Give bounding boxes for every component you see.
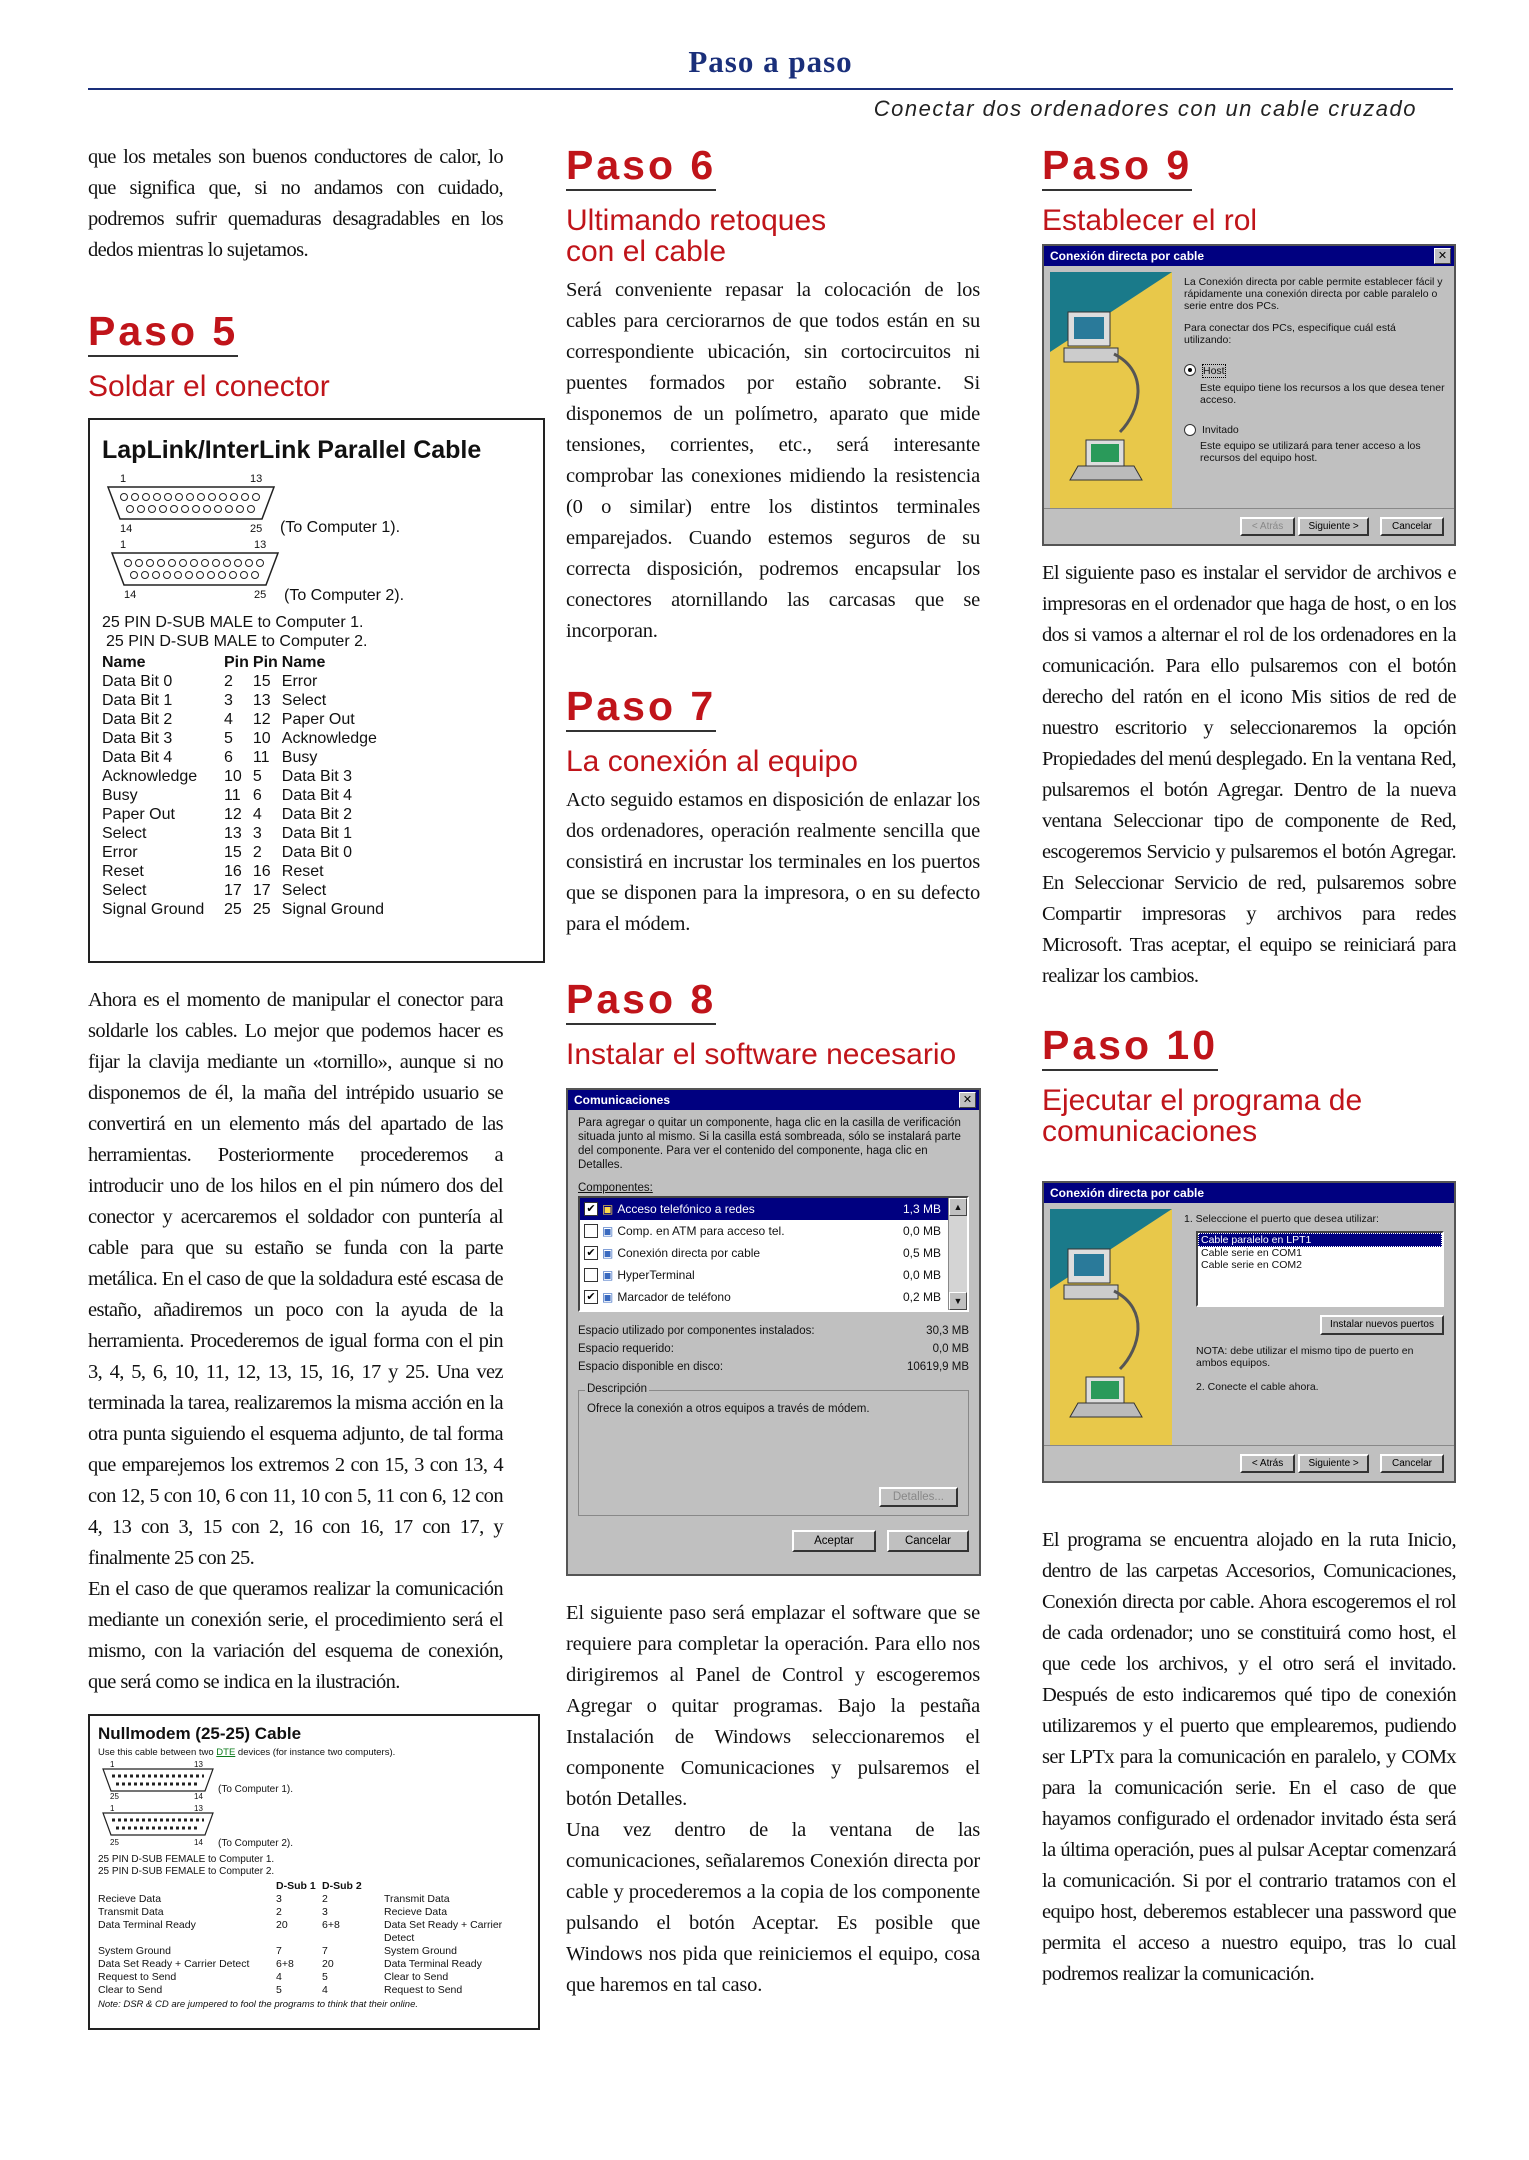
pin-cell: Reset	[102, 863, 144, 880]
scrollbar[interactable]	[948, 1198, 967, 1310]
host-label[interactable]: Host	[1203, 365, 1225, 377]
pin-cell: 2	[252, 844, 262, 861]
next-button[interactable]: Siguiente >	[1298, 1454, 1368, 1473]
pin-cell: Transmit Data	[98, 1906, 164, 1918]
paso6-subtitle: Ultimando retoques con el cable	[566, 204, 827, 268]
pin-cell: Data Set Ready + Carrier Detect	[98, 1958, 250, 1970]
space-used-value: 30,3 MB	[926, 1325, 969, 1337]
pin-cell: Reset	[281, 863, 324, 880]
pin-cell: 7	[276, 1945, 282, 1957]
pin-cell: Busy	[102, 787, 138, 804]
female-note-1: 25 PIN D-SUB FEMALE to Computer 1.	[98, 1854, 275, 1865]
checkbox[interactable]: ✔	[584, 1290, 598, 1304]
pin-cell: Clear to Send	[98, 1984, 163, 1996]
pin-cell: Clear to Send	[384, 1971, 449, 1983]
pin-cell: 17	[224, 882, 242, 899]
pin-cell: Data Terminal Ready	[384, 1958, 482, 1970]
paso8-paragraph-1: El siguiente paso será emplazar el software que se requiere para completar la operación. Para ello nos dirigiremos al Panel de Control y escogeremos Agregar o quitar programas. Bajo la pestaña Instalación de Windows seleccionaremos el componente Comunicaciones y pulsaremos el botón Detalles.	[566, 1602, 980, 1810]
paso9-subtitle: Establecer el rol	[1042, 204, 1258, 237]
pin-cell: Acknowledge	[102, 768, 198, 785]
space-free-label: Espacio disponible en disco:	[578, 1361, 724, 1373]
component-items	[580, 1198, 967, 1308]
details-button[interactable]: Detalles...	[879, 1487, 958, 1507]
component-icon: ▣	[602, 1290, 614, 1304]
pin-label-14: 14	[194, 1792, 203, 1801]
paso5-paragraph-2: En el caso de que queramos realizar la comunicación mediante un conexión serie, el procedimiento será el mismo, con la variación del esquema de conexión, que será como se indica en la ilustración.	[88, 1578, 503, 1693]
paso8-title: Paso 8	[566, 976, 716, 1025]
components-label: Componentes:	[578, 1182, 653, 1194]
component-item[interactable]	[580, 1198, 967, 1220]
pin-cell: 12	[224, 806, 242, 823]
pin-row	[102, 900, 388, 919]
pin-cell: 16	[252, 863, 271, 880]
guest-description: Este equipo se utilizará para tener acceso a los recursos del equipo host.	[1200, 440, 1421, 464]
checkbox[interactable]	[584, 1224, 598, 1238]
pin-cell: Paper Out	[102, 806, 175, 823]
laplink-diagram	[88, 418, 545, 963]
col-header: Name	[281, 654, 326, 671]
pin-cell: Data Bit 4	[281, 787, 353, 804]
role-question: Para conectar dos PCs, especifique cuál está utilizando:	[1184, 322, 1396, 346]
header-rule	[88, 88, 1453, 90]
nullmodem-note	[98, 1747, 530, 1758]
page-header	[88, 44, 1453, 122]
host-description: Este equipo tiene los recursos a los que desea tener acceso.	[1200, 382, 1445, 406]
to-computer-1: (To Computer 1).	[280, 519, 401, 536]
port-note: NOTA: debe utilizar el mismo tipo de puerto en ambos equipos.	[1196, 1345, 1414, 1369]
null-connector-drawings	[98, 1758, 530, 1854]
paso8-subtitle: Instalar el software necesario	[566, 1038, 957, 1071]
pin-cell: 15	[252, 673, 271, 690]
nullmodem-diagram	[88, 1714, 540, 2030]
pin-cell: 5	[252, 768, 262, 785]
two-computers-illustration	[1050, 272, 1172, 508]
pin-cell: 16	[224, 863, 242, 880]
dialog-titlebar	[568, 1090, 979, 1110]
pin-cell: Transmit Data	[384, 1893, 450, 1905]
pin-cell: 13	[224, 825, 242, 842]
pin-cell: 4	[322, 1984, 328, 1996]
pin-cell: Data Terminal Ready	[98, 1919, 196, 1931]
pin-row	[102, 843, 388, 862]
paso5-subtitle: Soldar el conector	[88, 370, 330, 403]
pin-cell: Select	[102, 882, 147, 899]
install-ports-button[interactable]: Instalar nuevos puertos	[1320, 1315, 1444, 1335]
component-icon: ▣	[602, 1224, 614, 1238]
pin-row	[102, 691, 388, 710]
pin-cell: 7	[322, 1945, 328, 1957]
col-header: Pin	[224, 654, 249, 671]
pin-cell: Recieve Data	[384, 1906, 448, 1918]
db25-female-2	[102, 1812, 214, 1836]
paso6-paragraph: Será conveniente repasar la colocación de los cables para cerciorarnos de que todos están en su correspondiente ubicación, sin cortocircuitos ni puentes formados por estaño sobrante. Si disponemos de un polímetro, aparato que mide tensiones, corrientes, etc., será interesante comprobar las conexiones midiendo la resistencia (0 o similar) entre los distintos terminales emparejados. Cuando estemos seguros de su correcta disposición, podremos encapsular los conectores atornillando las carcasas que se incorporan.	[566, 279, 980, 642]
paso10-paragraph: El programa se encuentra alojado en la ruta Inicio, dentro de las carpetas Accesorios, Comunicaciones, Conexión directa por cable. Ahora escogeremos el rol de cada ordenador; uno se constituirá como host, el que cede los archivos, y el otro será el invitado. Después de esto indicaremos qué tipo de conexión utilizaremos y el puerto que emplearemos, pudiendo ser LPTx para la comunicación en paralelo, y COMx para la comunicación serie. En el caso de que hayamos configurado el ordenador invitado ésta será la última operación, pues al pulsar Aceptar comenzará la comunicación. Si por el contrario tratamos con el equipo host, deberemos establecer una password que permita el acceso a nuestro equipo, tras lo cual podremos realizar la comunicación.	[1042, 1529, 1456, 1985]
step2-label: 2. Conecte el cable ahora.	[1196, 1381, 1319, 1393]
pin-cell: 2	[276, 1906, 282, 1918]
component-icon: ▣	[602, 1202, 614, 1216]
paso9-paragraph: El siguiente paso es instalar el servidor de archivos e impresoras en el ordenador que haga de host, o en los dos si vamos a alternar el rol de los ordenadores en la comunicación. Para ello pulsaremos con el botón derecho del ratón en el icono Mis sitios de red de nuestro escritorio y seleccionaremos la opción Propiedades del menú desplegado. En la ventana Red, pulsaremos el botón Agregar. Dentro de la nueva ventana Seleccionar tipo de componente de Red, escogeremos Servicio y pulsaremos el botón Agregar. En Seleccionar Servicio de red, pulsaremos sobre Compartir impresoras y archivos para redes Microsoft. Tras aceptar, el equipo se reiniciará para realizar los cambios.	[1042, 562, 1456, 987]
component-item[interactable]	[580, 1220, 967, 1242]
pin-label-14: 14	[194, 1838, 203, 1847]
scroll-up-icon[interactable]: ▲	[949, 1198, 967, 1216]
pin-cell: Signal Ground	[102, 901, 205, 918]
cancel-button[interactable]: Cancelar	[1380, 1454, 1444, 1473]
pin-cell: 2	[224, 673, 233, 690]
pin-cell: 4	[276, 1971, 282, 1983]
paso6-title: Paso 6	[566, 142, 716, 191]
nullmodem-rows	[98, 1893, 530, 1997]
component-item[interactable]	[580, 1242, 967, 1264]
space-info	[578, 1322, 969, 1376]
paso9-title: Paso 9	[1042, 142, 1192, 191]
back-button[interactable]: < Atrás	[1240, 517, 1295, 536]
db25-female-1	[102, 1768, 214, 1792]
pin-row	[102, 805, 388, 824]
close-icon[interactable]: ✕	[959, 1092, 976, 1108]
component-item[interactable]	[580, 1264, 967, 1286]
pin-cell: Data Bit 2	[102, 711, 173, 728]
pin-row	[102, 862, 388, 881]
component-icon: ▣	[602, 1268, 614, 1282]
component-item[interactable]	[580, 1286, 967, 1308]
pin-cell: 5	[224, 730, 233, 747]
pin-cell: Data Bit 0	[281, 844, 353, 861]
port-option-com1[interactable]: Cable serie en COM1	[1201, 1247, 1302, 1259]
dialog-title: Comunicaciones	[574, 1093, 671, 1107]
pin-row	[102, 710, 388, 729]
pin-label-25: 25	[110, 1838, 119, 1847]
pin-row	[98, 1906, 530, 1919]
pin-cell: Select	[102, 825, 147, 842]
pin-cell: 3	[252, 825, 262, 842]
description-label: Descripción	[587, 1383, 648, 1395]
nullmodem-title: Nullmodem (25-25) Cable	[98, 1724, 302, 1743]
port-option-lpt1[interactable]: Cable paralelo en LPT1	[1198, 1233, 1442, 1247]
col-header: D-Sub 1	[276, 1880, 316, 1892]
pin-cell: Data Bit 2	[281, 806, 353, 823]
laplink-title: LapLink/InterLink Parallel Cable	[102, 436, 482, 464]
laplink-pin-table	[102, 653, 388, 919]
back-button[interactable]: < Atrás	[1240, 1454, 1295, 1473]
pin-cell: 11	[252, 749, 270, 766]
col-header: Name	[102, 654, 146, 671]
component-icon: ▣	[602, 1246, 614, 1260]
col-header: D-Sub 2	[322, 1880, 362, 1892]
pin-label-25: 25	[254, 589, 267, 601]
paso7-title: Paso 7	[566, 683, 716, 732]
pin-cell: Request to Send	[98, 1971, 177, 1983]
intro-paragraph: que los metales son buenos conductores de calor, lo que significa que, si no andamos con cuidado, podremos sufrir quemaduras desagradables en los dedos mientras lo sujetamos.	[88, 146, 503, 261]
pin-cell: Data Bit 1	[281, 825, 353, 842]
host-option[interactable]	[1184, 364, 1446, 378]
to-computer-1: (To Computer 1).	[218, 1784, 294, 1795]
pin-label-1: 1	[110, 1760, 115, 1769]
close-icon[interactable]: ✕	[1434, 248, 1451, 264]
component-name: Acceso telefónico a redes	[617, 1202, 755, 1216]
pin-cell: Data Set Ready + Carrier Detect	[384, 1919, 503, 1944]
comunicaciones-dialog	[566, 1088, 981, 1576]
pin-cell: 3	[276, 1893, 282, 1905]
pin-cell: 3	[322, 1906, 328, 1918]
pin-cell: 6	[224, 749, 233, 766]
port-option-com2[interactable]: Cable serie en COM2	[1201, 1259, 1302, 1271]
role-dialog	[1042, 244, 1456, 546]
pin-cell: 5	[276, 1984, 282, 1996]
pin-cell: Recieve Data	[98, 1893, 162, 1905]
guest-label[interactable]: Invitado	[1202, 424, 1239, 436]
pin-row	[102, 672, 388, 691]
pin-label-13: 13	[194, 1804, 203, 1813]
paso7-subtitle: La conexión al equipo	[566, 745, 858, 778]
guest-option[interactable]	[1184, 424, 1446, 436]
pin-cell: 15	[224, 844, 242, 861]
pin-cell: Data Bit 0	[102, 673, 173, 690]
pin-cell: 4	[224, 711, 233, 728]
pin-cell: 10	[252, 730, 271, 747]
pin-cell: Data Bit 3	[102, 730, 173, 747]
pin-cell: 12	[252, 711, 271, 728]
pin-cell: Error	[102, 844, 138, 861]
component-size: 1,3 MB	[902, 1202, 941, 1216]
radio-selected-icon[interactable]	[1184, 364, 1196, 376]
role-intro: La Conexión directa por cable permite establecer fácil y rápidamente una conexión directa por cable paralelo o serie entre dos PCs.	[1184, 276, 1443, 312]
pin-cell: Acknowledge	[281, 730, 377, 747]
pin-cell: 5	[322, 1971, 328, 1983]
to-computer-2: (To Computer 2).	[218, 1838, 294, 1849]
checkbox[interactable]: ✔	[584, 1202, 598, 1216]
pin-cell: System Ground	[98, 1945, 171, 1957]
pin-label-1: 1	[120, 539, 127, 551]
pin-row	[102, 729, 388, 748]
pin-cell: 4	[252, 806, 262, 823]
pin-cell: 25	[252, 901, 271, 918]
pin-row	[102, 786, 388, 805]
dialog-titlebar	[1044, 1183, 1454, 1203]
pin-cell: 10	[224, 768, 242, 785]
step1-label: 1. Seleccione el puerto que desea utilizar:	[1184, 1213, 1379, 1225]
pin-label-13: 13	[254, 539, 267, 551]
pin-cell: 2	[322, 1893, 328, 1905]
col-header	[98, 1880, 276, 1893]
paso7-paragraph: Acto seguido estamos en disposición de enlazar los dos ordenadores, operación realmente sencilla que consistirá en incrustar los terminales en los puertos que se disponen para la impresora, o en su defecto para el módem.	[566, 789, 980, 935]
pin-row	[98, 1958, 530, 1971]
pin-row	[98, 1893, 530, 1906]
col-header	[384, 1880, 530, 1893]
space-req-label: Espacio requerido:	[578, 1343, 674, 1355]
component-size: 0,2 MB	[902, 1290, 941, 1304]
pin-row	[102, 824, 388, 843]
male-note-2: 25 PIN D-SUB MALE to Computer 2.	[106, 633, 368, 650]
section-title: Paso a paso	[688, 44, 853, 79]
pin-cell: Request to Send	[384, 1984, 463, 1996]
next-button[interactable]: Siguiente >	[1298, 517, 1368, 536]
laplink-rows	[102, 672, 388, 919]
checkbox[interactable]: ✔	[584, 1246, 598, 1260]
dte-link[interactable]: DTE	[216, 1747, 236, 1758]
paso5-paragraph-1: Ahora es el momento de manipular el conector para soldarle los cables. Lo mejor que podemos hacer es fijar la clavija mediante un «tornillo», aunque si no disponemos de él, la maña del intrépido usuario se convertirá en un elemento más del apartado de las herramientas. Posteriormente procederemos a introducir uno de los hilos en el pin número dos del conector y acercaremos el soldador con puntería al cable para que su estaño se funda con la parte metálica. En el caso de que la soldadura esté escasa de estaño, añadiremos un poco con la ayuda de la herramienta. Procederemos de igual forma con el pin 3, 4, 5, 6, 10, 11, 12, 13, 15, 16, 17 y 25. Una vez terminada la tarea, realizaremos la misma acción en la otra punta siguiendo el esquema adjunto, de tal forma que emparejemos los extremos 2 con 15, 3 con 13, 4 con 12, 5 con 10, 6 con 11, 10 con 5, 11 con 6, 12 con 4, 13 con 3, 15 con 2, 16 con 16, 17 con 17, y finalmente 25 con 25.	[88, 989, 503, 1569]
column-2	[566, 142, 980, 2001]
pin-label-25: 25	[250, 523, 263, 535]
pin-cell: Select	[281, 882, 327, 899]
pin-cell: 6	[252, 787, 262, 804]
checkbox[interactable]	[584, 1268, 598, 1282]
pin-row	[102, 767, 388, 786]
pin-cell: Data Bit 1	[102, 692, 173, 709]
port-list[interactable]	[1196, 1231, 1444, 1307]
note-text: devices (for instance two computers).	[235, 1747, 396, 1758]
pin-cell: 17	[252, 882, 271, 899]
description-group	[578, 1383, 969, 1516]
pin-cell: 6+8	[322, 1919, 340, 1931]
cancel-button[interactable]: Cancelar	[1380, 517, 1444, 536]
component-name: Marcador de teléfono	[617, 1290, 731, 1304]
pin-row	[102, 748, 388, 767]
port-dialog	[1042, 1181, 1456, 1483]
dialog-title: Conexión directa por cable	[1050, 1186, 1205, 1200]
pin-row	[98, 1984, 530, 1997]
dialog-intro: Para agregar o quitar un componente, haga clic en la casilla de verificación situada junto al mismo. Si la casilla está sombreada, sólo se instalará parte del componente. Para ver el contenido del componente, haga clic en Detalles.	[578, 1117, 961, 1171]
component-size: 0,0 MB	[902, 1268, 941, 1282]
pin-row	[98, 1971, 530, 1984]
space-req-value: 0,0 MB	[932, 1343, 969, 1355]
col-header: Pin	[252, 654, 278, 671]
component-name: HyperTerminal	[617, 1268, 695, 1282]
accept-button[interactable]: Aceptar	[792, 1530, 876, 1552]
male-note-1: 25 PIN D-SUB MALE to Computer 1.	[102, 614, 364, 631]
column-1	[88, 142, 503, 2030]
pin-cell: 20	[276, 1919, 288, 1931]
db25-connector-2	[110, 551, 280, 587]
space-used-label: Espacio utilizado por componentes instalados:	[578, 1325, 815, 1337]
nullmodem-footer: Note: DSR & CD are jumpered to fool the programs to think that their online.	[98, 1999, 418, 2010]
pin-cell: 25	[224, 901, 242, 918]
pin-label-14: 14	[120, 523, 133, 535]
scroll-down-icon[interactable]: ▼	[949, 1292, 967, 1310]
component-name: Conexión directa por cable	[617, 1246, 761, 1260]
article-subtitle: Conectar dos ordenadores con un cable cruzado	[873, 96, 1417, 121]
radio-empty-icon[interactable]	[1184, 424, 1196, 436]
pin-row	[98, 1945, 530, 1958]
pin-cell: 3	[224, 692, 233, 709]
note-text: Use this cable between two	[98, 1747, 217, 1758]
pin-cell: 13	[252, 692, 271, 709]
pin-cell: Data Bit 4	[102, 749, 173, 766]
pin-label-1: 1	[120, 473, 127, 485]
component-name: Comp. en ATM para acceso tel.	[617, 1224, 785, 1238]
pin-cell: Signal Ground	[281, 901, 385, 918]
pin-row	[102, 881, 388, 900]
component-size: 0,5 MB	[902, 1246, 941, 1260]
female-note-2: 25 PIN D-SUB FEMALE to Computer 2.	[98, 1866, 275, 1877]
paso10-title: Paso 10	[1042, 1022, 1218, 1071]
pin-cell: 11	[224, 787, 241, 804]
pin-cell: 6+8	[276, 1958, 294, 1970]
connector-drawings	[102, 473, 533, 613]
component-size: 0,0 MB	[902, 1224, 941, 1238]
column-3	[1042, 142, 1456, 1990]
nullmodem-pin-table	[98, 1880, 530, 1997]
to-computer-2: (To Computer 2).	[284, 587, 405, 604]
pin-label-13: 13	[194, 1760, 203, 1769]
pin-cell: Select	[281, 692, 327, 709]
dialog-titlebar	[1044, 246, 1454, 266]
cancel-button[interactable]: Cancelar	[887, 1530, 969, 1552]
pin-label-1: 1	[110, 1804, 115, 1813]
pin-label-25: 25	[110, 1792, 119, 1801]
pin-cell: System Ground	[384, 1945, 457, 1957]
space-free-value: 10619,9 MB	[906, 1361, 969, 1373]
db25-connector-1	[106, 485, 276, 521]
pin-cell: 20	[322, 1958, 334, 1970]
pin-cell: Data Bit 3	[281, 768, 353, 785]
pin-label-13: 13	[250, 473, 263, 485]
pin-cell: Error	[281, 673, 318, 690]
paso5-title: Paso 5	[88, 308, 238, 357]
dialog-title: Conexión directa por cable	[1050, 249, 1205, 263]
pin-cell: Paper Out	[281, 711, 355, 728]
two-computers-illustration	[1050, 1209, 1172, 1445]
pin-cell: Busy	[281, 749, 318, 766]
description-text: Ofrece la conexión a otros equipos a través de módem.	[587, 1403, 870, 1415]
pin-label-14: 14	[124, 589, 137, 601]
components-list[interactable]	[578, 1196, 969, 1312]
paso10-subtitle: Ejecutar el programa de comunicaciones	[1042, 1084, 1363, 1148]
paso8-paragraph-2: Una vez dentro de la ventana de las comunicaciones, señalaremos Conexión directa por cable y procederemos a la copia de los componente pulsando el botón Aceptar. Es posible que Windows nos pida que reiniciemos el equipo, cosa que haremos en tal caso.	[566, 1819, 980, 1996]
pin-row	[98, 1919, 530, 1945]
